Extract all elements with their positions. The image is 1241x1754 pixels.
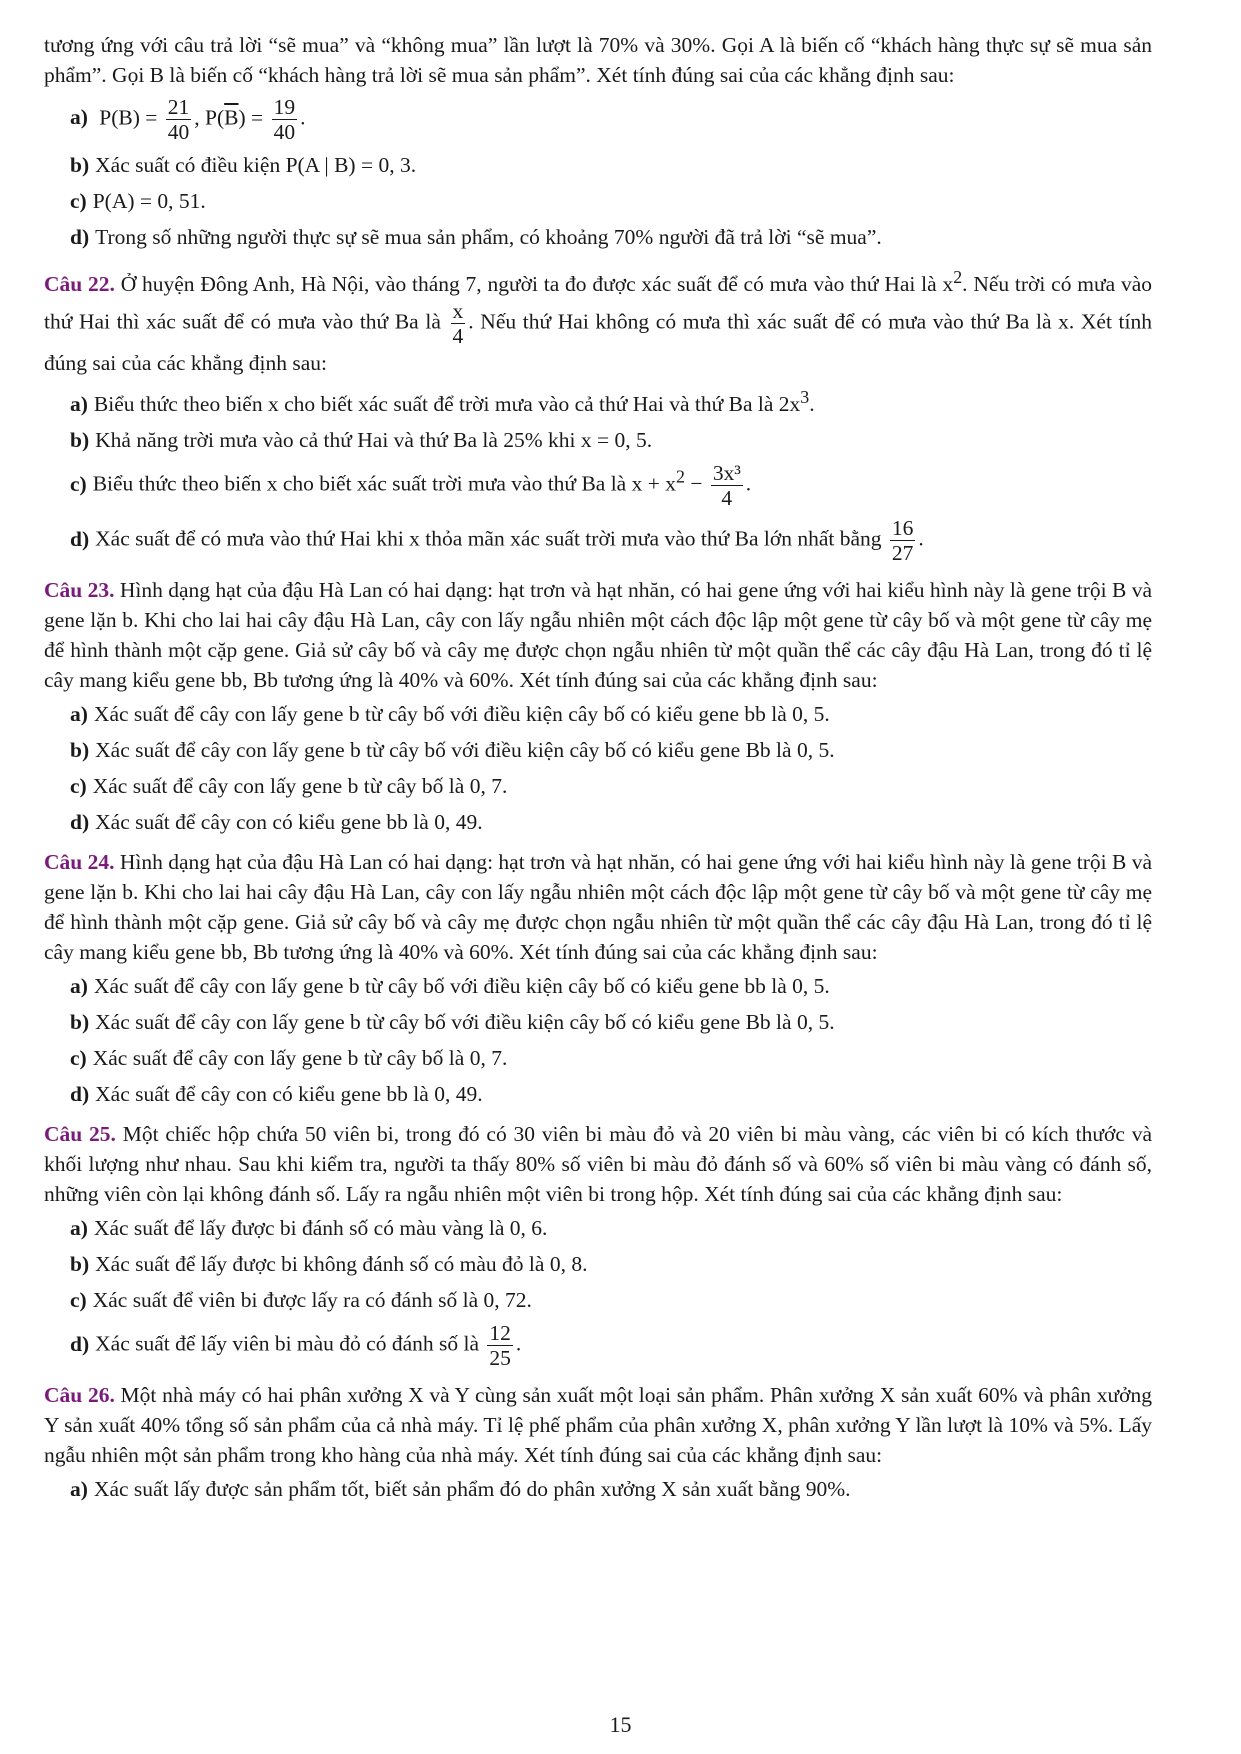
option-text: Xác suất để lấy được bi không đánh số có màu đỏ là 0, 8. bbox=[95, 1252, 588, 1277]
fraction-numerator: 21 bbox=[167, 95, 190, 119]
intro-option-a bbox=[70, 95, 1152, 144]
question-label: Câu 24. bbox=[44, 850, 115, 875]
option-text: Xác suất để cây con có kiểu gene bb là 0, 49. bbox=[95, 1082, 483, 1107]
option-text: P(A) = 0, 51. bbox=[92, 189, 206, 213]
option-text: . bbox=[809, 392, 815, 417]
intro-paragraph: tương ứng với câu trả lời “sẽ mua” và “không mua” lần lượt là 70% và 30%. Gọi A là biến cố “khách hàng thực sự sẽ mua sản phẩm”. Gọi B là biến cố “khách hàng trả lời sẽ mua sản phẩm”. Xét tính đúng sai của các khẳng định sau: bbox=[44, 33, 1152, 87]
option-text: Xác suất để cây con lấy gene b từ cây bố với điều kiện cây bố có kiểu gene bb là 0, 5. bbox=[93, 974, 830, 999]
q22-option-c bbox=[70, 461, 1152, 510]
fraction bbox=[487, 1321, 513, 1370]
option-text: . bbox=[515, 1331, 522, 1356]
superscript: 2 bbox=[953, 267, 963, 287]
option-label: a) bbox=[70, 1216, 88, 1241]
fraction-denominator: 4 bbox=[452, 324, 464, 349]
q25-option-b bbox=[70, 1249, 1152, 1279]
option-text: Trong số những người thực sự sẽ mua sản phẩm, có khoảng 70% người đã trả lời “sẽ mua”. bbox=[95, 225, 882, 249]
q25-option-c bbox=[70, 1285, 1152, 1315]
intro-option-d bbox=[70, 222, 1152, 252]
option-label: b) bbox=[70, 1252, 90, 1277]
q24-option-a bbox=[70, 971, 1152, 1001]
option-label: a) bbox=[70, 702, 88, 727]
q22-option-d bbox=[70, 516, 1152, 565]
option-label: a) bbox=[70, 974, 88, 999]
option-label: d) bbox=[70, 1082, 90, 1107]
question-text: Hình dạng hạt của đậu Hà Lan có hai dạng: hạt trơn và hạt nhăn, có hai gene ứng với hai kiểu hình này là gene trội B và gene lặn b. Khi cho lai hai cây đậu Hà Lan, cây con lấy ngẫu nhiên một cách độc lập một gene từ cây bố và một gene từ cây mẹ để hình thành một cặp gene. Giả sử cây bố và cây mẹ được chọn ngẫu nhiên từ một quần thể các cây đậu Hà Lan, trong đó tỉ lệ cây mang kiểu gene bb, Bb tương ứng là 40% và 60%. Xét tính đúng sai của các khẳng định sau: bbox=[44, 850, 1153, 965]
option-text: Xác suất để lấy được bi đánh số có màu vàng là 0, 6. bbox=[93, 1216, 548, 1241]
fraction-denominator: 27 bbox=[891, 541, 914, 566]
option-label: c) bbox=[70, 471, 87, 496]
option-label: b) bbox=[70, 738, 90, 763]
q25-option-d bbox=[70, 1321, 1152, 1370]
page-number: 15 bbox=[609, 1712, 632, 1737]
option-text: Xác suất để cây con có kiểu gene bb là 0, 49. bbox=[95, 810, 483, 835]
option-text: . bbox=[745, 471, 752, 496]
intro-option-b bbox=[70, 150, 1152, 180]
option-label: d) bbox=[70, 225, 90, 249]
question-22 bbox=[44, 262, 1152, 378]
option-text: Xác suất để cây con lấy gene b từ cây bố với điều kiện cây bố có kiểu gene Bb là 0, 5. bbox=[95, 1010, 835, 1035]
option-label: d) bbox=[70, 1331, 90, 1356]
question-26 bbox=[44, 1380, 1152, 1470]
question-label: Câu 25. bbox=[44, 1122, 116, 1147]
question-label: Câu 22. bbox=[44, 272, 115, 297]
option-label: a) bbox=[70, 392, 88, 417]
q24-option-d bbox=[70, 1079, 1152, 1109]
question-text: Một chiếc hộp chứa 50 viên bi, trong đó có 30 viên bi màu đỏ và 20 viên bi màu vàng, các viên bi có kích thước và khối lượng như nhau. Sau khi kiểm tra, người ta thấy 80% số viên bi màu đỏ đánh số và 60% số viên bi màu vàng có đánh số, những viên còn lại không đánh số. Lấy ra ngẫu nhiên một viên bi trong hộp. Xét tính đúng sai của các khẳng định sau: bbox=[44, 1122, 1153, 1207]
q23-option-c bbox=[70, 771, 1152, 801]
option-text: Xác suất để cây con lấy gene b từ cây bố với điều kiện cây bố có kiểu gene Bb là 0, 5. bbox=[95, 738, 835, 763]
option-text: Biểu thức theo biến x cho biết xác suất để trời mưa vào cả thứ Hai và thứ Ba là 2x bbox=[93, 392, 801, 417]
option-text: Xác suất để cây con lấy gene b từ cây bố với điều kiện cây bố có kiểu gene bb là 0, 5. bbox=[93, 702, 830, 727]
question-label: Câu 23. bbox=[44, 578, 115, 603]
option-text: Xác suất để cây con lấy gene b từ cây bố là 0, 7. bbox=[92, 774, 508, 799]
option-text: Xác suất để cây con lấy gene b từ cây bố là 0, 7. bbox=[92, 1046, 508, 1071]
q23-option-d bbox=[70, 807, 1152, 837]
fraction-denominator: 40 bbox=[167, 120, 190, 144]
fraction bbox=[451, 299, 466, 348]
formula-text: ) = bbox=[238, 105, 264, 130]
option-label: b) bbox=[70, 1010, 90, 1035]
option-label: c) bbox=[70, 189, 87, 213]
option-label: c) bbox=[70, 774, 87, 799]
q24-option-c bbox=[70, 1043, 1152, 1073]
option-label: c) bbox=[70, 1046, 87, 1071]
option-label: a) bbox=[70, 1477, 88, 1502]
option-text: Khả năng trời mưa vào cả thứ Hai và thứ Ba là 25% khi x = 0, 5. bbox=[95, 428, 653, 453]
question-23 bbox=[44, 575, 1152, 695]
q25-option-a bbox=[70, 1213, 1152, 1243]
option-text: Xác suất để lấy viên bi màu đỏ có đánh số là bbox=[95, 1331, 480, 1356]
option-text: Xác suất lấy được sản phẩm tốt, biết sản phẩm đó do phân xưởng X sản xuất bằng 90%. bbox=[93, 1477, 851, 1502]
q26-option-a bbox=[70, 1474, 1152, 1504]
superscript: 3 bbox=[800, 387, 810, 408]
q22-option-a bbox=[70, 382, 1152, 419]
fraction-denominator: 40 bbox=[273, 120, 296, 144]
question-text: . Nếu trời có mưa vào thứ Hai thì xác suất để có mưa vào thứ Ba là bbox=[44, 272, 1153, 334]
option-label: d) bbox=[70, 526, 90, 551]
fraction-numerator: 19 bbox=[273, 95, 296, 119]
document-page bbox=[44, 30, 1152, 1510]
option-text: − bbox=[684, 471, 703, 496]
fraction bbox=[272, 95, 298, 144]
question-24 bbox=[44, 847, 1152, 967]
option-text: Xác suất để viên bi được lấy ra có đánh số là 0, 72. bbox=[92, 1288, 532, 1313]
question-25 bbox=[44, 1119, 1152, 1209]
fraction-denominator: 4 bbox=[721, 486, 733, 511]
formula-text: , P( bbox=[194, 105, 225, 130]
complement-symbol: $\overline{B}$ bbox=[224, 105, 239, 130]
option-label: c) bbox=[70, 1288, 87, 1313]
formula-text: P(B) = bbox=[99, 105, 158, 130]
option-label: d) bbox=[70, 810, 90, 835]
q23-option-a bbox=[70, 699, 1152, 729]
question-text: Một nhà máy có hai phân xưởng X và Y cùng sản xuất một loại sản phẩm. Phân xưởng X sản xuất 60% và phân xưởng Y sản xuất 40% tổng số sản phẩm của cả nhà máy. Tỉ lệ phế phẩm của phân xưởng X, phân xưởng Y lần lượt là 10% và 5%. Lấy ngẫu nhiên một sản phẩm trong kho hàng của nhà máy. Xét tính đúng sai của các khẳng định sau: bbox=[44, 1383, 1152, 1468]
q24-option-b bbox=[70, 1007, 1152, 1037]
formula-text: . bbox=[300, 105, 306, 130]
superscript: 2 bbox=[675, 466, 685, 487]
option-text: Xác suất để có mưa vào thứ Hai khi x thỏa mãn xác suất trời mưa vào thứ Ba lớn nhất bằng bbox=[95, 526, 882, 551]
fraction-denominator: 25 bbox=[489, 1346, 511, 1371]
fraction-numerator: x bbox=[452, 299, 464, 324]
fraction-numerator: 3x³ bbox=[712, 461, 741, 486]
question-text: Ở huyện Đông Anh, Hà Nội, vào tháng 7, người ta đo được xác suất để có mưa vào thứ Hai là x bbox=[120, 272, 954, 297]
q22-option-b bbox=[70, 425, 1152, 455]
option-label: a) bbox=[70, 105, 88, 130]
fraction bbox=[166, 95, 192, 144]
fraction-numerator: 16 bbox=[891, 516, 914, 541]
fraction bbox=[890, 516, 916, 565]
intro-option-c bbox=[70, 186, 1152, 216]
option-label: b) bbox=[70, 428, 90, 453]
fraction-numerator: 12 bbox=[489, 1321, 511, 1346]
option-text: . bbox=[918, 526, 924, 551]
question-text: Hình dạng hạt của đậu Hà Lan có hai dạng: hạt trơn và hạt nhăn, có hai gene ứng với hai kiểu hình này là gene trội B và gene lặn b. Khi cho lai hai cây đậu Hà Lan, cây con lấy ngẫu nhiên một cách độc lập một gene từ cây bố và một gene từ cây mẹ để hình thành một cặp gene. Giả sử cây bố và cây mẹ được chọn ngẫu nhiên từ một quần thể các cây đậu Hà Lan, trong đó tỉ lệ cây mang kiểu gene bb, Bb tương ứng là 40% và 60%. Xét tính đúng sai của các khẳng định sau: bbox=[44, 578, 1153, 693]
option-label: b) bbox=[70, 153, 90, 177]
question-label: Câu 26. bbox=[44, 1383, 115, 1408]
option-text: Xác suất có điều kiện P(A | B) = 0, 3. bbox=[95, 153, 417, 177]
question-text: . Nếu thứ Hai không có mưa thì xác suất để có mưa vào thứ Ba là x. Xét tính đúng sai của các khẳng định sau: bbox=[44, 309, 1152, 376]
option-text: Biểu thức theo biến x cho biết xác suất trời mưa vào thứ Ba là x + x bbox=[92, 471, 676, 496]
q23-option-b bbox=[70, 735, 1152, 765]
fraction bbox=[711, 461, 743, 510]
